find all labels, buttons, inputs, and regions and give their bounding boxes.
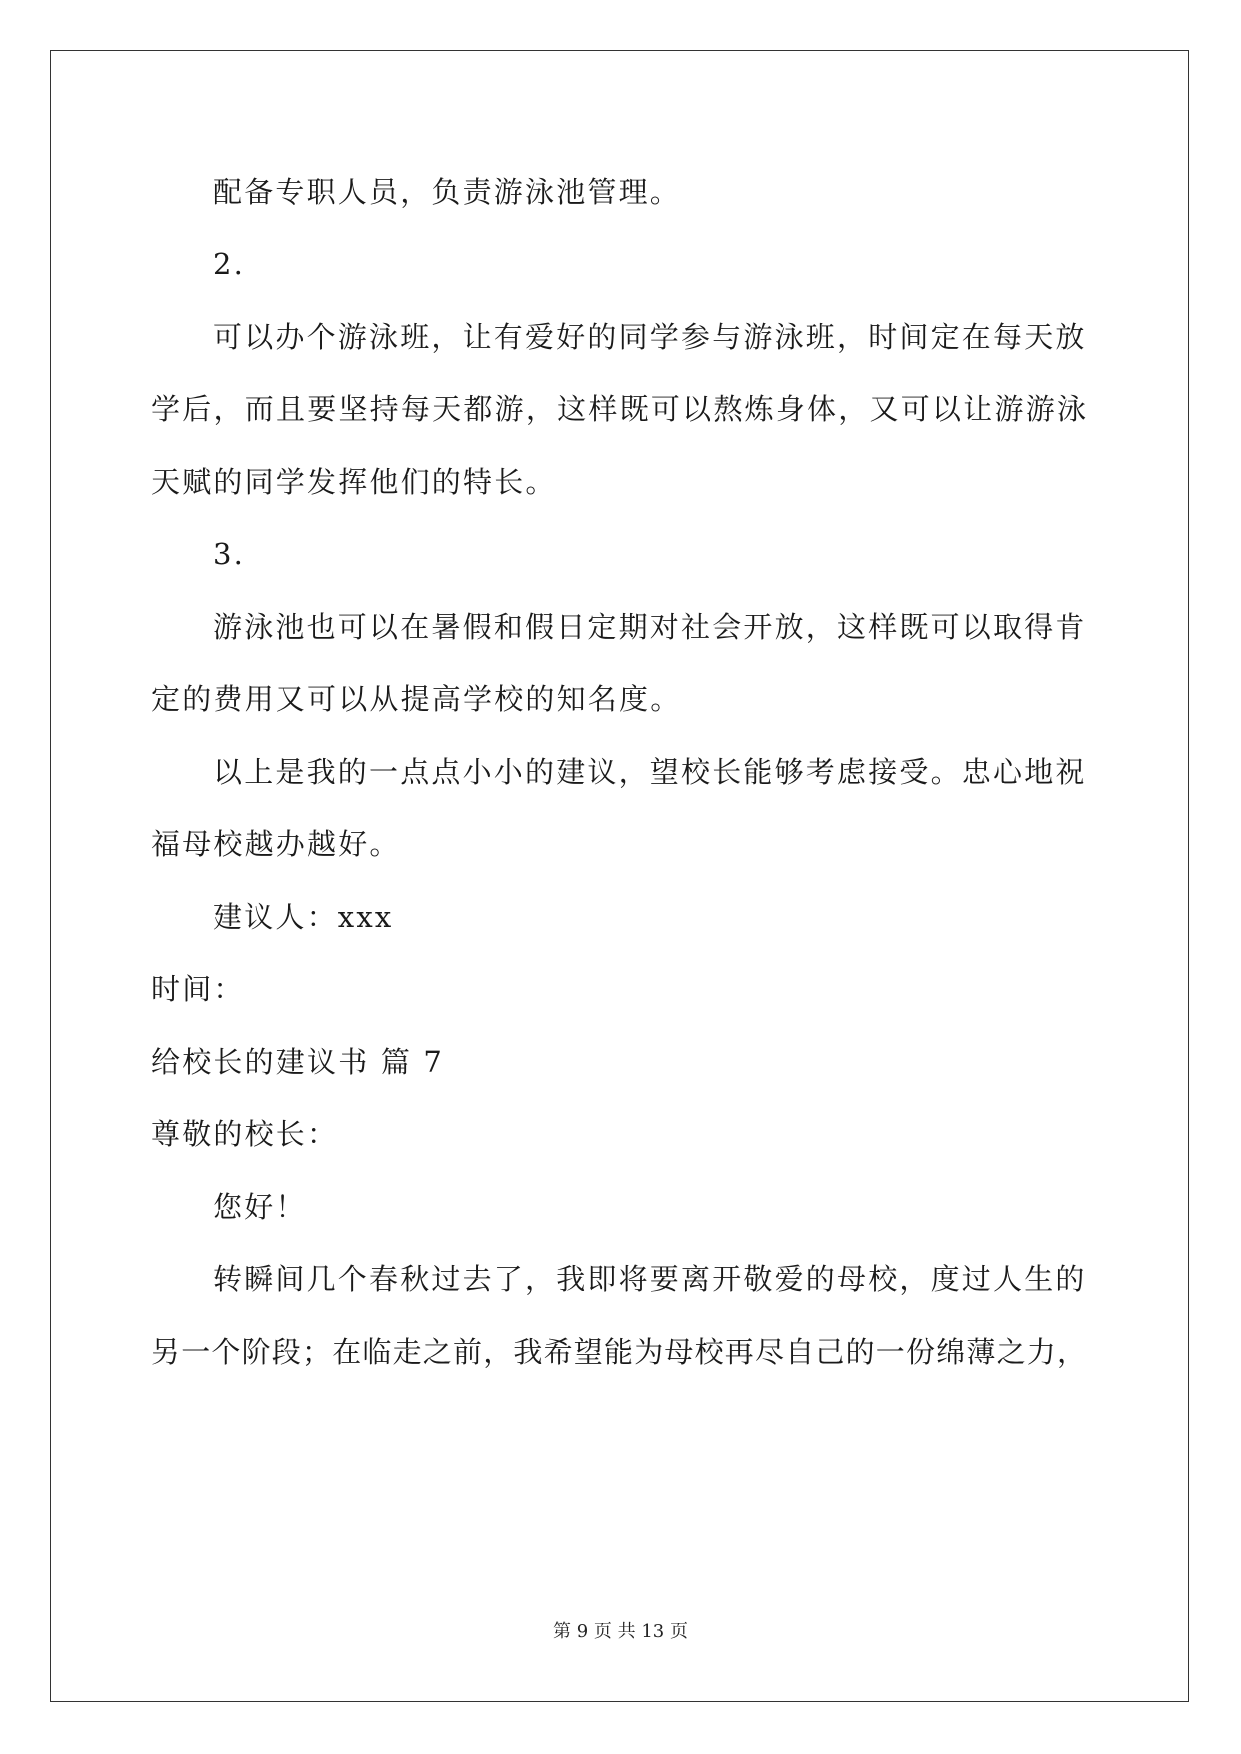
- paragraph-line: 另一个阶段；在临走之前，我希望能为母校再尽自己的一份绵薄之力，: [151, 1335, 1086, 1369]
- paragraph-line: 学后，而且要坚持每天都游，这样既可以熬炼身体，又可以让游游泳: [151, 392, 1086, 426]
- paragraph-line: 配备专职人员，负责游泳池管理。: [213, 175, 682, 209]
- paragraph-line: 转瞬间几个春秋过去了，我即将要离开敬爱的母校，度过人生的: [213, 1262, 1087, 1296]
- list-number: 2.: [213, 247, 246, 281]
- paragraph-line: 定的费用又可以从提高学校的知名度。: [151, 682, 682, 716]
- signature-line: 建议人：xxx: [213, 900, 394, 934]
- paragraph-line: 福母校越办越好。: [151, 827, 401, 861]
- page-border: [50, 50, 1189, 1702]
- paragraph-line: 天赋的同学发挥他们的特长。: [151, 465, 557, 499]
- salutation: 尊敬的校长：: [151, 1117, 339, 1151]
- page-number-footer: 第 9 页 共 13 页: [553, 1621, 688, 1642]
- greeting: 您好！: [213, 1190, 307, 1224]
- section-heading: 给校长的建议书 篇 7: [151, 1045, 445, 1079]
- paragraph-line: 可以办个游泳班，让有爱好的同学参与游泳班，时间定在每天放: [213, 320, 1087, 354]
- date-line: 时间：: [151, 972, 245, 1006]
- list-number: 3.: [213, 537, 246, 571]
- paragraph-line: 游泳池也可以在暑假和假日定期对社会开放，这样既可以取得肯: [213, 610, 1087, 644]
- paragraph-line: 以上是我的一点点小小的建议，望校长能够考虑接受。忠心地祝: [213, 755, 1087, 789]
